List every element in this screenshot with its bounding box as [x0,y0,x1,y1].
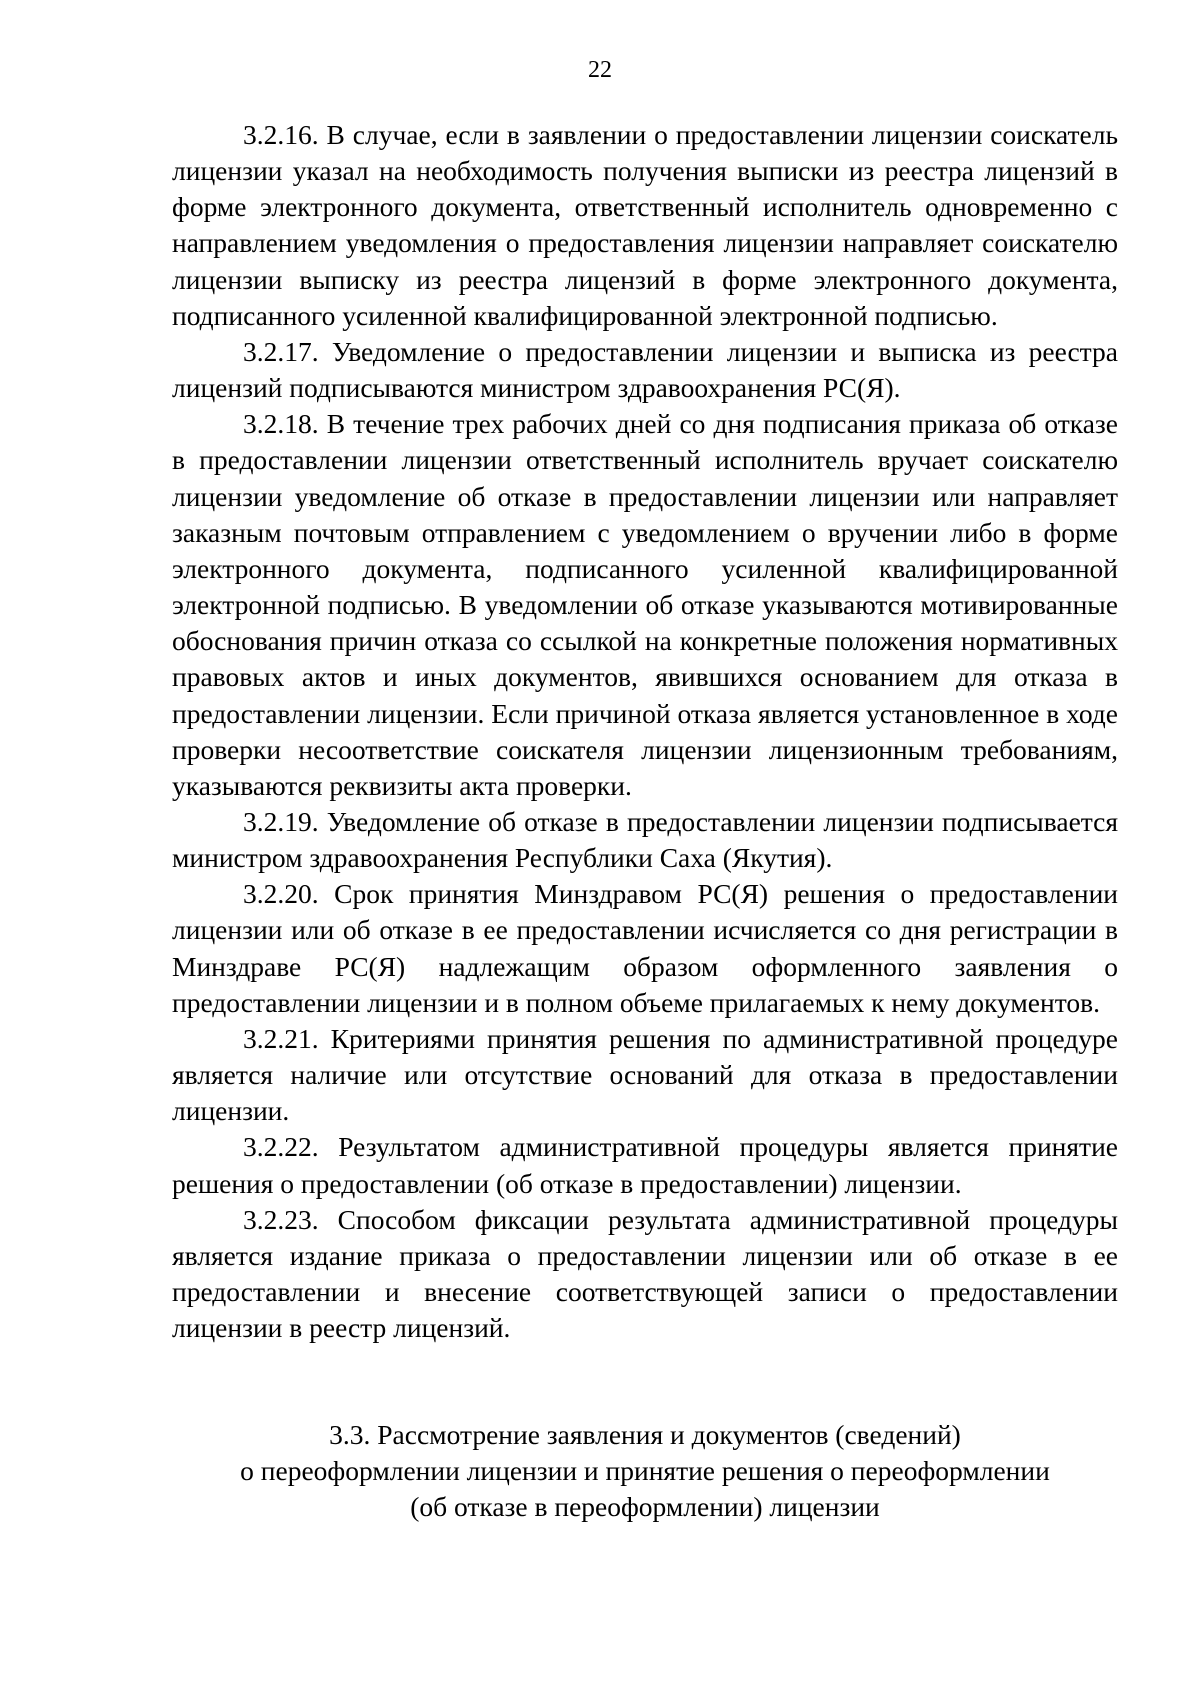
paragraph-3-2-22: 3.2.22. Результатом административной процедуры является принятие решения о предоставлении (об отказе в предоставлении) лицензии. [172,1131,1118,1199]
paragraph-3-2-20: 3.2.20. Срок принятия Минздравом РС(Я) решения о предоставлении лицензии или об отказе в ее предоставлении исчисляется со дня регистрации в Минздраве РС(Я) надлежащим образом оформленного заявления о предоставлении лицензии и в полном объеме прилагаемых к нему документов. [172,878,1118,1018]
page-number: 22 [588,57,612,83]
paragraph-3-2-23: 3.2.23. Способом фиксации результата административной процедуры является издание приказа о предоставлении лицензии или об отказе в ее предоставлении и внесение соответствующей записи о предоставлении лицензии в реестр лицензий. [172,1203,1118,1344]
heading-line-3: (об отказе в переоформлении) лицензии [410,1491,880,1522]
document-body [172,117,1118,1346]
heading-line-1: 3.3. Рассмотрение заявления и документов (сведений) [329,1419,961,1450]
paragraph-3-2-19: 3.2.19. Уведомление об отказе в предоставлении лицензии подписывается министром здравоохранения Республики Саха (Якутия). [172,805,1118,874]
heading-line-2: о переоформлении лицензии и принятие решения о переоформлении [240,1455,1050,1486]
paragraph-3-2-18: 3.2.18. В течение трех рабочих дней со дня подписания приказа об отказе в предоставлении лицензии ответственный исполнитель вручает соискателю лицензии уведомление об отказе в предоставлении лицензии или направляет заказным почтовым отправлением с уведомлением о вручении либо в форме электронного документа, подписанного усиленной квалифицированной электронной подписью. В уведомлении об отказе указываются мотивированные обоснования причин отказа со ссылкой на конкретные положения нормативных правовых актов и иных документов, явившихся основанием для отказа в предоставлении лицензии. Если причиной отказа является установленное в ходе проверки несоответствие соискателя лицензии лицензионным требованиям, указываются реквизиты акта проверки. [172,408,1118,801]
paragraph-3-2-16: 3.2.16. В случае, если в заявлении о предоставлении лицензии соискатель лицензии указал на необходимость получения выписки из реестра лицензий в форме электронного документа, ответственный исполнитель одновременно с направлением уведомления о предоставления лицензии направляет соискателю лицензии выписку из реестра лицензий в форме электронного документа, подписанного усиленной квалифицированной электронной подписью. [172,119,1118,331]
paragraph-3-2-21: 3.2.21. Критериями принятия решения по административной процедуре является наличие или отсутствие оснований для отказа в предоставлении лицензии. [172,1022,1118,1127]
section-heading-3-3 [172,1417,1118,1525]
paragraph-3-2-17: 3.2.17. Уведомление о предоставлении лицензии и выписка из реестра лицензий подписываются министром здравоохранения РС(Я). [172,335,1118,404]
